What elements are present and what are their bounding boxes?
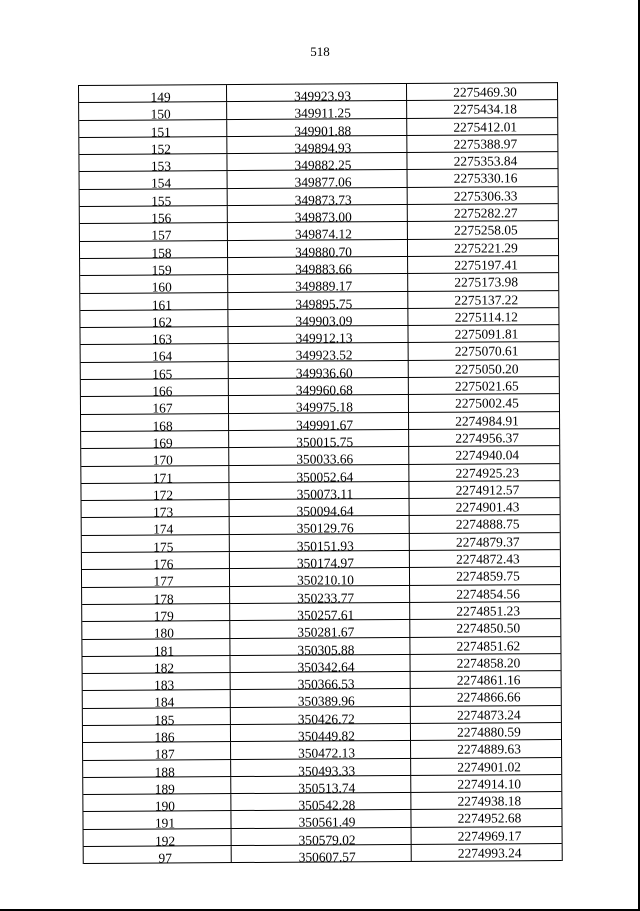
y-coordinate-cell: 2274879.37 [455,534,520,550]
x-coordinate-cell: 350561.49 [231,810,411,827]
x-coordinate-cell: 350305.88 [230,637,410,654]
x-coordinate-cell: 349880.70 [228,240,408,257]
point-number-cell: 182 [82,656,230,673]
x-coordinate-cell: 349874.12 [228,222,408,239]
point-number-cell: 150 [79,102,227,119]
y-coordinate-cell: 2274872.43 [456,551,520,567]
y-coordinate-cell: 2275434.18 [453,101,517,118]
point-number-cell: 169 [81,431,229,448]
y-coordinate-cell: 2274969.17 [457,828,522,844]
x-coordinate-cell: 349960.68 [229,378,409,395]
point-number-cell: 171 [81,466,229,483]
y-coordinate-cell: 2274901.02 [457,758,522,775]
point-number-cell: 149 [79,85,227,102]
x-coordinate-cell: 349991.67 [229,413,409,430]
x-coordinate-cell: 350579.02 [232,828,412,845]
y-coordinate-cell: 2274858.20 [456,655,521,671]
y-coordinate-cell: 2274861.16 [456,672,521,688]
point-number-cell: 178 [82,587,230,604]
x-coordinate-cell: 349911.25 [227,101,407,118]
x-coordinate-cell: 350389.96 [231,689,411,706]
point-number-cell: 155 [80,189,228,206]
x-coordinate-cell: 350210.10 [230,568,410,585]
x-coordinate-cell: 350233.77 [230,586,410,603]
y-coordinate-cell: 2274912.57 [455,482,520,498]
y-coordinate-cell: 2275173.98 [454,274,519,290]
y-coordinate-cell: 2274854.56 [456,585,520,602]
x-coordinate-cell: 350281.67 [230,620,410,637]
point-number-cell: 174 [82,518,230,535]
y-coordinate-cell: 2275091.81 [454,326,519,342]
point-number-cell: 162 [80,310,228,327]
x-coordinate-cell: 350174.97 [230,551,410,568]
x-coordinate-cell: 349889.17 [228,274,408,291]
y-coordinate-cell: 2275050.20 [454,361,519,377]
y-coordinate-cell: 2274925.23 [455,464,520,481]
y-coordinate-cell: 2274866.66 [456,689,521,706]
x-coordinate-cell: 350426.72 [231,707,411,724]
point-number-cell: 160 [80,275,228,292]
x-coordinate-cell: 349923.52 [229,343,409,360]
point-number-cell: 164 [81,345,229,362]
y-coordinate-cell: 2274993.24 [457,845,522,861]
point-number-cell: 176 [82,552,230,569]
y-coordinate-cell: 2274940.04 [455,447,520,463]
page-number: 518 [310,44,330,59]
point-number-cell: 187 [83,742,231,759]
point-number-cell: 181 [82,639,230,656]
x-coordinate-cell: 350493.33 [231,759,411,776]
x-coordinate-cell: 350342.64 [230,655,410,672]
y-coordinate-cell: 2274851.62 [456,637,521,654]
x-coordinate-cell: 350094.64 [230,499,410,516]
x-coordinate-cell: 350052.64 [229,465,409,482]
point-number-cell: 179 [82,604,230,621]
point-number-cell: 192 [84,829,232,846]
point-number-cell: 97 [84,846,232,863]
point-number-cell: 173 [82,500,230,517]
point-number-cell: 191 [83,812,231,829]
y-coordinate-cell: 2274952.68 [457,810,522,827]
point-number-cell: 152 [79,137,227,154]
point-number-cell: 157 [80,223,228,240]
x-coordinate-cell: 350073.11 [229,482,409,499]
x-coordinate-cell: 349873.73 [228,188,408,205]
y-coordinate-cell: 2275070.61 [454,343,519,360]
point-number-cell: 170 [81,448,229,465]
x-coordinate-cell: 349975.18 [229,395,409,412]
x-coordinate-cell: 350257.61 [230,603,410,620]
x-coordinate-cell: 350542.28 [231,793,411,810]
point-number-cell: 185 [83,708,231,725]
point-number-cell: 159 [80,258,228,275]
x-coordinate-cell: 349912.13 [228,326,408,343]
y-coordinate-cell: 2274914.10 [457,776,522,792]
y-coordinate-cell: 2274851.23 [456,603,521,619]
y-coordinate-cell: 2275282.27 [453,205,518,221]
point-number-cell: 189 [83,777,231,794]
y-coordinate-cell: 2275469.30 [453,84,517,100]
y-coordinate-cell: 2275002.45 [455,395,519,412]
y-coordinate-cell: 2274984.91 [455,412,519,429]
x-coordinate-cell: 349923.93 [227,84,407,101]
x-coordinate-cell: 350129.76 [230,516,410,533]
point-number-cell: 180 [82,621,230,638]
x-coordinate-cell: 349873.00 [228,205,408,222]
point-number-cell: 175 [82,535,230,552]
y-coordinate-cell: 2275137.22 [454,291,519,308]
x-coordinate-cell: 349894.93 [227,136,407,153]
point-number-cell: 190 [83,794,231,811]
x-coordinate-cell: 349901.88 [227,119,407,136]
point-number-cell: 167 [81,396,229,413]
y-coordinate-cell: 2275306.33 [453,188,518,204]
coordinate-table [78,82,563,864]
point-number-cell: 184 [83,690,231,707]
x-coordinate-cell: 350151.93 [230,534,410,551]
point-number-cell: 177 [82,569,230,586]
point-number-cell: 166 [81,379,229,396]
y-coordinate-cell: 2275330.16 [453,170,518,187]
x-coordinate-cell: 349883.66 [228,257,408,274]
y-coordinate-cell: 2274880.59 [457,724,521,740]
y-coordinate-cell: 2275221.29 [454,239,518,256]
point-number-cell: 172 [81,483,229,500]
point-number-cell: 154 [80,172,228,189]
y-coordinate-cell: 2274850.50 [456,620,521,636]
point-number-cell: 161 [80,293,228,310]
point-number-cell: 163 [80,327,228,344]
y-coordinate-cell: 2274889.63 [457,741,521,757]
y-coordinate-cell: 2274901.43 [455,499,520,515]
x-coordinate-cell: 349882.25 [227,153,407,170]
x-coordinate-cell: 350513.74 [231,776,411,793]
x-coordinate-cell: 349877.06 [228,170,408,187]
point-number-cell: 188 [83,760,231,777]
point-number-cell: 153 [79,154,227,171]
y-coordinate-cell: 2275021.65 [454,378,519,394]
x-coordinate-cell: 349895.75 [228,292,408,309]
point-number-cell: 183 [83,673,231,690]
point-number-cell: 165 [81,362,229,379]
y-coordinate-cell: 2274956.37 [455,430,520,446]
y-coordinate-cell: 2275388.97 [453,136,518,152]
x-coordinate-cell: 349903.09 [228,309,408,326]
y-coordinate-cell: 2275197.41 [454,257,518,273]
point-number-cell: 186 [83,725,231,742]
x-coordinate-cell: 350366.53 [231,672,411,689]
point-number-cell: 151 [79,120,227,137]
x-coordinate-cell: 350033.66 [229,447,409,464]
y-coordinate-cell: 2275258.05 [454,222,518,239]
y-coordinate-cell: 2274873.24 [456,706,521,723]
point-number-cell: 156 [80,206,228,223]
y-coordinate-cell: 2274859.75 [456,568,520,585]
y-coordinate-cell: 2275114.12 [454,309,519,325]
x-coordinate-cell: 350607.57 [232,845,412,862]
point-number-cell: 168 [81,414,229,431]
y-coordinate-cell: 2274938.18 [457,793,522,809]
x-coordinate-cell: 350015.75 [229,430,409,447]
x-coordinate-cell: 349936.60 [229,361,409,378]
y-coordinate-cell: 2274888.75 [455,516,520,533]
x-coordinate-cell: 350472.13 [231,741,411,758]
point-number-cell: 158 [80,241,228,258]
x-coordinate-cell: 350449.82 [231,724,411,741]
table-row [84,844,562,864]
y-coordinate-cell: 2275412.01 [453,118,518,135]
y-coordinate-cell: 2275353.84 [453,153,518,169]
